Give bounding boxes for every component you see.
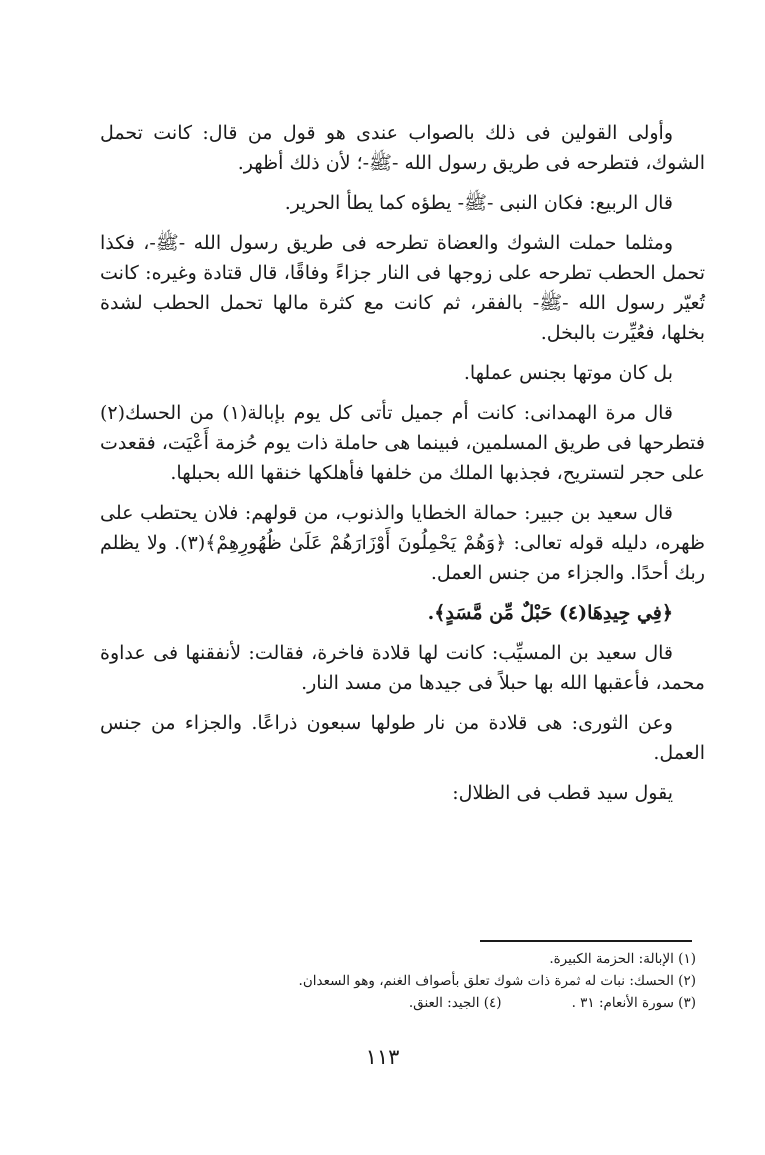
page-number: ١١٣	[365, 1045, 400, 1069]
paragraph: قال مرة الهمدانى: كانت أم جميل تأتى كل يوم بإبالة(١) من الحسك(٢) فتطرحها فى طريق المسلمين، فبينما هى حاملة ذات يوم حُزمة أَعْيَت، فقعدت على حجر لتستريح، فجذبها الملك من خلفها فأهلكها خنقها الله بحبلها.	[100, 402, 705, 484]
paragraph: بل كان موتها بجنس عملها.	[463, 362, 673, 384]
paragraph: يقول سيد قطب فى الظلال:	[452, 782, 673, 804]
footnote-divider	[480, 940, 692, 942]
footnote: (٢) الحسك: نبات له ثمرة ذات شوك تعلق بأصواف الغنم، وهو السعدان.	[298, 973, 696, 989]
footnote: (١) الإبالة: الحزمة الكبيرة.	[549, 951, 696, 967]
paragraph: قال سعيد بن المسيِّب: كانت لها قلادة فاخرة، فقالت: لأنفقنها فى عداوة محمد، فأعقبها الله بها حبلاً فى جيدها من مسد النار.	[100, 642, 705, 694]
main-text	[100, 118, 705, 808]
paragraph: وأولى القولين فى ذلك بالصواب عندى هو قول من قال: كانت تحمل الشوك، فتطرحه فى طريق رسول الله -ﷺ-؛ لأن ذلك أظهر.	[100, 122, 705, 174]
paragraph: قال سعيد بن جبير: حمالة الخطايا والذنوب، من قولهم: فلان يحتطب على ظهره، دليله قوله تعالى: ﴿وَهُمْ يَحْمِلُونَ أَوْزَارَهُمْ عَلَىٰ ظُهُورِهِمْ﴾(٣). ولا يظلم ربك أحدًا. والجزاء من جنس العمل.	[100, 502, 705, 584]
quran-verse: ﴿فِي جِيدِهَا(٤) حَبْلٌ مِّن مَّسَدٍ﴾.	[427, 602, 673, 624]
footnote-row	[100, 992, 696, 1014]
footnote: (٣) سورة الأنعام: ٣١ .	[571, 995, 696, 1011]
footnotes	[100, 948, 696, 1014]
paragraph: ومثلما حملت الشوك والعضاة تطرحه فى طريق رسول الله -ﷺ-، فكذا تحمل الحطب تطرحه على زوجها فى النار جزاءً وفاقًا، قال قتادة وغيره: كانت تُعيّر رسول الله -ﷺ- بالفقر، ثم كانت مع كثرة مالها تحمل الحطب لشدة بخلها، فعُيِّرت بالبخل.	[100, 232, 705, 344]
paragraph: وعن الثورى: هى قلادة من نار طولها سبعون ذراعًا. والجزاء من جنس العمل.	[100, 712, 705, 764]
paragraph: قال الربيع: فكان النبى -ﷺ- يطؤه كما يطأ الحرير.	[284, 192, 673, 214]
footnote: (٤) الجيد: العنق.	[408, 995, 502, 1011]
